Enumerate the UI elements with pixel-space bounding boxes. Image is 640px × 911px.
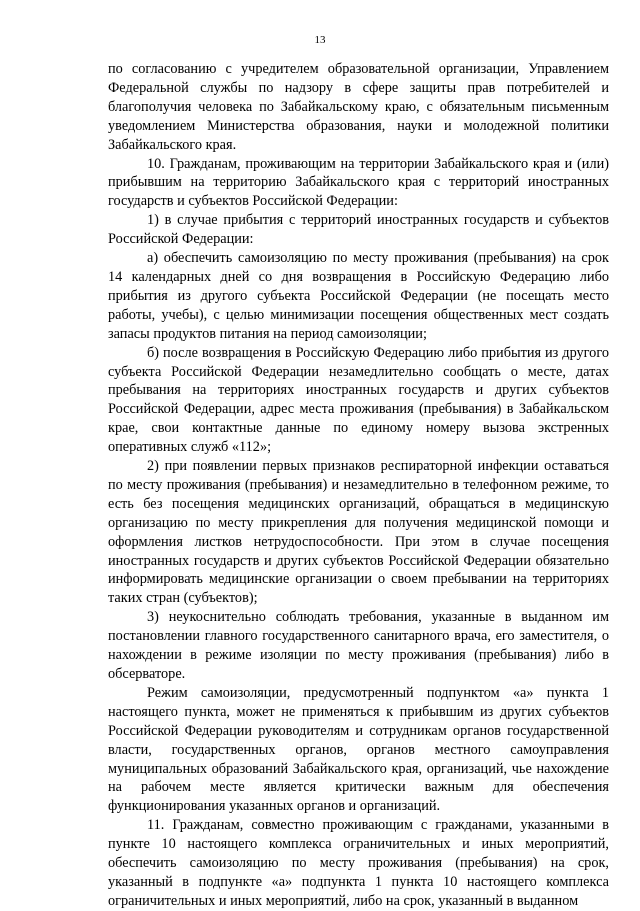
paragraph-continuation: по согласованию с учредителем образовательной организации, Управлением Федеральной службы по надзору в сфере защиты прав потребителей и благополучия человека по Забайкальскому краю, с обязательным письменным уведомлением Министерства образования, науки и молодежной политики Забайкальского края. <box>108 61 609 153</box>
document-body <box>108 60 609 911</box>
page-number: 13 <box>314 34 326 46</box>
paragraph-subitem-3: 3) неукоснительно соблюдать требования, указанные в выданном им постановлении главного государственного санитарного врача, его заместителя, о нахождении в режиме изоляции по месту проживания (пребывания) либо в обсерваторе. <box>108 609 609 682</box>
paragraph-item-10: 10. Гражданам, проживающим на территории Забайкальского края и (или) прибывшим на территорию Забайкальского края с территорий иностранных государств и субъектов Российской Федерации: <box>108 155 609 210</box>
paragraph-subitem-a: а) обеспечить самоизоляцию по месту проживания (пребывания) на срок 14 календарных дней со дня возвращения в Российскую Федерацию либо прибытия из другого субъекта Российской Федерации (не посещать место работы, учебы), с целью минимизации посещения общественных мест создать запасы продуктов питания на период самоизоляции; <box>108 250 609 342</box>
paragraph-item-11: 11. Гражданам, совместно проживающим с гражданами, указанными в пункте 10 настоящего комплекса ограничительных и иных мероприятий, обеспечить самоизоляцию по месту проживания (пребывания) на срок, указанный в подпункте «а» подпункта 1 пункта 10 настоящего комплекса ограничительных и иных мероприятий, либо на срок, указанный в выданном <box>108 817 609 909</box>
paragraph-subitem-2: 2) при появлении первых признаков респираторной инфекции оставаться по месту проживания (пребывания) и незамедлительно в телефонном режиме, то есть без посещения медицинских организаций, обращаться в медицинскую организацию по месту прикрепления для получения медицинской помощи и оформления листков нетрудоспособности. При этом в случае посещения иностранных государств и других субъектов Российской Федерации обязательно информировать медицинские организации о своем пребывании на территориях таких стран (субъектов); <box>108 458 609 607</box>
paragraph-self-isolation-note: Режим самоизоляции, предусмотренный подпунктом «а» пункта 1 настоящего пункта, может не применяться к прибывшим из других субъектов Российской Федерации руководителям и сотрудникам органов государственной власти, государственных органов, органов местного самоуправления муниципальных образований Забайкальского края, организаций, чье нахождение на рабочем месте является критически важным для обеспечения функционирования указанных органов и организаций. <box>108 684 609 815</box>
paragraph-subitem-b: б) после возвращения в Российскую Федерацию либо прибытия из другого субъекта Российской Федерации незамедлительно сообщать о месте, датах пребывания на территориях иностранных государств и других субъектов Российской Федерации, адрес места проживания (пребывания) в Забайкальском крае, свои контактные данные по единому номеру вызова экстренных оперативных служб «112»; <box>108 344 609 456</box>
paragraph-subitem-1: 1) в случае прибытия с территорий иностранных государств и субъектов Российской Федерации: <box>108 212 609 248</box>
